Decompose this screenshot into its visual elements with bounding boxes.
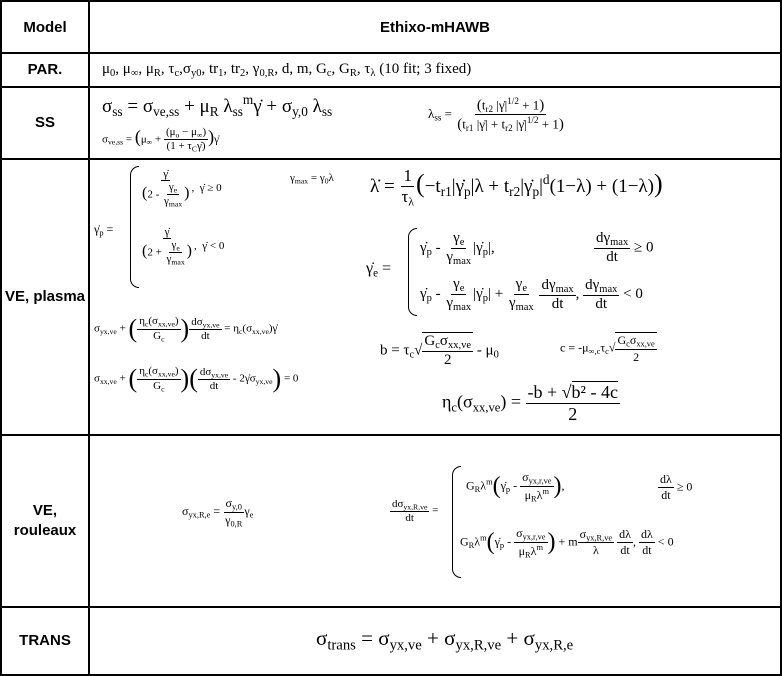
row-label-trans: TRANS (1, 607, 89, 675)
rouleaux-brace (452, 466, 461, 578)
gamma-e-case-2: $\gammȧ_p$ - $\frac{\gamma_e}{\gamma_{max}}$ $|\gammȧ_p|$ + $\frac{\gamma_e}{\gamma_{max}}$ $\frac{d\gamma_{max}}{dt}$ , $\frac{d\gamma_{max}}{dt}$ < 0 (420, 276, 643, 314)
gamma-p-brace (130, 166, 139, 288)
normal-stress-ve-equation: $\sigma_{xx,ve}$ + ( $\frac{\eta_c(\sigma_{xx,ve})}{G_c}$ )( $\frac{d\sigma_{yx,ve}}{dt}$ - $2\gammȧ\sigma_{yx,ve}) = 0$ (94, 364, 299, 393)
gamma-e-definition: $\gammȧ_e$ = (366, 260, 392, 280)
row-label-par: PAR. (1, 53, 89, 87)
rouleaux-case-1-condition: $\frac{d\lambda}{dt}$ ≥ 0 (660, 472, 693, 502)
gamma-p-definition: $\gammȧ_p$ = (94, 222, 114, 238)
gamma-max-definition: $\gamma_{max} = \gamma_0\lambda$ (290, 172, 334, 186)
trans-stress-equation: $\sigma_{trans} = \sigma_{yx,ve} + \sigma_{yx,R,ve} + \sigma_{yx,R,e}$ (316, 626, 574, 654)
ve-plasma-cell (89, 159, 781, 435)
gamma-p-case-negative: γ̇ (2 + $\frac{\gamma_e}{\gamma_{max}}$ ) , γ̇ < 0 (142, 226, 225, 267)
rouleaux-stress-rate-lhs: $\frac{d\sigma_{yx,R,ve}}{dt}$ = (392, 498, 439, 525)
c-definition: $c = -\mu_{\infty,c}\tau_c√$ $\frac{G_c\sigma_{xx,ve}}{2}$ (560, 333, 655, 364)
gamma-p-case-positive: γ̇ (2 - $\frac{\gamma_e}{\gamma_{max}}$ ) , γ̇ ≥ 0 (142, 168, 222, 209)
ve-rouleaux-cell (89, 435, 781, 607)
lambda-rate-equation: λ̇ = $\frac{1}{\tau_\lambda}$ ($-t_{r1}|\gammȧ_p|\lambda$ + $t_{r2}|\gammȧ_p|^d(1-\lambda) + (1-\lambda)$) (370, 166, 663, 209)
row-label-ss: SS (1, 87, 89, 159)
par-list: $\mu_0$, $\mu_\infty$, $\mu_R$, $\tau_c,\sigma_{y0}$, $tr_1$, $tr_2$, $\gamma_{0,R}$, d, m, $G_c$, $G_R$, $\tau_\lambda$ (10 fit; 3 fixed) (102, 61, 472, 80)
row-label-ve-rouleaux: VE, rouleaux (1, 435, 89, 607)
b-definition: $b = \tau_c√$ $\frac{G_c\sigma_{xx,ve}}{2}$ - $\mu_0$ (380, 333, 499, 369)
header-model-name: Ethixo-mHAWB (89, 1, 781, 53)
rouleaux-case-2: $G_R\lambda^m(\gammȧ_p$ - $\frac{\sigma_{yx,r,ve}}{\mu_R\lambda^m}$ ) + m $\frac{\sigma_{yx,R,ve}}{\lambda}$ $\frac{d\lambda}{dt}$ , $\frac{d\lambda}{dt}$ < 0 (460, 526, 674, 560)
gamma-e-case-1: $\gammȧ_p$ - $\frac{\gamma_e}{\gamma_{max}}$ $|\gammȧ_p|$, (420, 230, 495, 268)
ss-cell (89, 87, 781, 159)
header-model: Model (1, 1, 89, 53)
par-cell (89, 53, 781, 87)
row-label-ve-plasma: VE, plasma (1, 159, 89, 435)
ss-ve-stress-equation: $\sigma_{ve,ss} = (\mu_\infty$ + $\frac{(\mu_o - \mu_\infty)}{(1 + \tau_C\gammȧ)}$ )γ̇ (102, 126, 219, 154)
ss-lambda-equation: $\lambda_{ss}$ = $\frac{(t_{r2} |\gammȧ|^{1/2} + 1)}{(t_{r1} |\gammȧ| + t_{r2} |\gammȧ|^{1/2} + 1)}$ (428, 96, 564, 134)
trans-cell (89, 607, 781, 675)
eta-c-definition: $\eta_c(\sigma_{xx,ve})$ = $\frac{\text{-b + √b² - 4c}}{2}$ (442, 382, 618, 424)
gamma-e-case-1-condition: $\frac{d\gamma_{max}}{dt}$ ≥ 0 (596, 230, 654, 266)
rouleaux-case-1: $G_R\lambda^m(\gammȧ_p$ - $\frac{\sigma_{yx,r,ve}}{\mu_R\lambda^m}$ ), (466, 470, 565, 504)
shear-stress-ve-equation: $\sigma_{yx,ve}$ + ( $\frac{\eta_c(\sigma_{xx,ve})}{G_c}$ ) $\frac{d\sigma_{yx,ve}}{dt}$ = $\eta_c(\sigma_{xx,ve})\gammȧ$ (94, 314, 278, 343)
ss-stress-equation: $\sigma_{ss} = \sigma_{ve,ss} + \mu_R$ $\lambda_{ss}^m\gammȧ + \sigma_{y,0}$ $\lambda_{ss}$ (102, 92, 333, 119)
rouleaux-elastic-stress: $\sigma_{yx,R,e}$ = $\frac{\sigma_{y,0}}{\gamma_{0,R}}$ $\gamma_e$ (182, 496, 254, 529)
gamma-e-brace (408, 228, 417, 316)
